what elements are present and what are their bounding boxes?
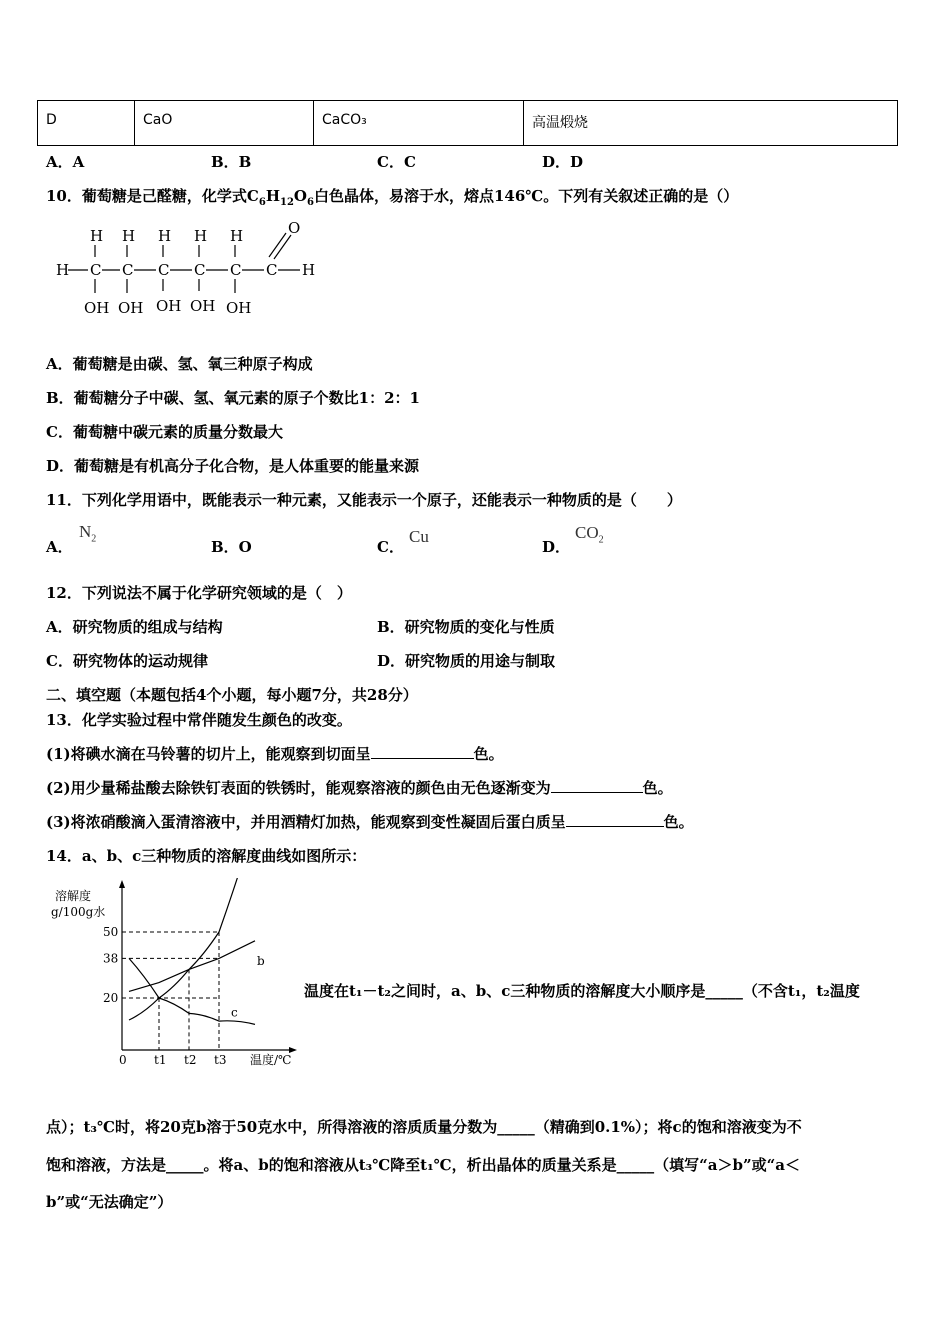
- table-cell-option: D: [38, 101, 135, 146]
- answer-blank[interactable]: [566, 812, 664, 827]
- q9-option-b: B．B: [211, 153, 252, 171]
- struct-h: H: [194, 227, 208, 245]
- q14-stem: 14．a、b、c三种物质的溶解度曲线如图所示：: [46, 847, 367, 865]
- q14-line3: b”或“无法确定”）: [46, 1193, 173, 1211]
- q12-stem: 12．下列说法不属于化学研究领域的是（ ）: [46, 584, 352, 602]
- section-heading: 二、填空题（本题包括4个小题，每小题7分，共28分）: [46, 686, 418, 704]
- q14-line2: 饱和溶液，方法是_____。将a、b的饱和溶液从t₃℃降至t₁℃，析出晶体的质量关系是_____（填写“a＞b”或“a＜: [46, 1156, 800, 1174]
- q10-option-d: D．葡萄糖是有机高分子化合物，是人体重要的能量来源: [46, 457, 420, 475]
- q12-option-b: B．研究物质的变化与性质: [377, 618, 555, 636]
- struct-c: C: [194, 261, 206, 279]
- q13-part1: (1)将碘水滴在马铃薯的切片上，能观察到切面呈 色。: [46, 745, 504, 763]
- origin-label: 0: [119, 1053, 127, 1067]
- y-axis-arrow: [119, 880, 125, 888]
- table-row: [38, 101, 898, 146]
- struct-h: H: [90, 227, 104, 245]
- table-cell-method: 高温煅烧: [524, 101, 898, 146]
- struct-c: C: [158, 261, 170, 279]
- q11-stem: 11．下列化学用语中，既能表示一种元素，又能表示一个原子，还能表示一种物质的是（ ）: [46, 491, 682, 509]
- struct-h: H: [158, 227, 172, 245]
- struct-oh: OH: [190, 297, 216, 315]
- table-cell-impurity: CaCO₃: [314, 101, 524, 146]
- struct-h: H: [56, 261, 70, 279]
- q12-option-a: A．研究物质的组成与结构: [46, 618, 223, 636]
- struct-c: C: [122, 261, 134, 279]
- x-axis-arrow: [289, 1047, 297, 1053]
- struct-h: H: [230, 227, 244, 245]
- q13-part3: (3)将浓硝酸滴入蛋清溶液中，并用酒精灯加热，能观察到变性凝固后蛋白质呈 色。: [46, 813, 694, 831]
- q11-option-a-formula: $N_2$: [79, 522, 97, 545]
- struct-c: C: [266, 261, 278, 279]
- q10-option-b: B．葡萄糖分子中碳、氢、氧元素的原子个数比1：2：1: [46, 389, 420, 407]
- q10-option-a: A．葡萄糖是由碳、氢、氧三种原子构成: [46, 355, 313, 373]
- struct-h: H: [122, 227, 136, 245]
- y-tick-label: 50: [103, 925, 119, 939]
- x-axis-label: 温度/℃: [250, 1053, 292, 1067]
- struct-h: H: [302, 261, 316, 279]
- x-tick-label: t1: [154, 1053, 167, 1067]
- q9-option-c: C．C: [377, 153, 416, 171]
- q10-option-c: C．葡萄糖中碳元素的质量分数最大: [46, 423, 283, 441]
- q13-part2: (2)用少量稀盐酸去除铁钉表面的铁锈时，能观察溶液的颜色由无色逐渐变为 色。: [46, 779, 673, 797]
- struct-oh: OH: [118, 299, 144, 317]
- solubility-chart: [45, 878, 305, 1078]
- q11-option-b: B．O: [211, 538, 252, 556]
- struct-o: O: [288, 219, 301, 237]
- answer-blank[interactable]: [551, 778, 643, 793]
- struct-oh: OH: [156, 297, 182, 315]
- series-label-b: b: [257, 953, 265, 968]
- q13-stem: 13．化学实验过程中常伴随发生颜色的改变。: [46, 711, 352, 729]
- series-label-c: c: [231, 1005, 238, 1020]
- q12-option-c: C．研究物体的运动规律: [46, 652, 208, 670]
- y-axis-label: 溶解度: [55, 889, 92, 903]
- answer-table: [37, 100, 898, 146]
- table-cell-substance: CaO: [135, 101, 314, 146]
- q11-option-d-formula: $CO_2$: [575, 523, 604, 546]
- q9-option-d: D．D: [542, 153, 584, 171]
- x-tick-label: t3: [214, 1053, 227, 1067]
- x-tick-label: t2: [184, 1053, 197, 1067]
- y-axis-unit: g/100g水: [51, 905, 106, 919]
- struct-c: C: [230, 261, 242, 279]
- q14-side-text: 温度在t₁－t₂之间时，a、b、c三种物质的溶解度大小顺序是_____（不含t₁，t₂温度: [304, 982, 860, 1000]
- struct-oh: OH: [226, 299, 252, 317]
- y-tick-label: 20: [103, 991, 119, 1005]
- q11-option-c: C．: [377, 538, 404, 556]
- q12-option-d: D．研究物质的用途与制取: [377, 652, 556, 670]
- glucose-structure: [50, 215, 330, 325]
- series-line-a: [129, 878, 255, 1020]
- q10-stem: 10．葡萄糖是己醛糖，化学式$C_6H_{12}O_6$白色晶体，易溶于水，熔点146℃。下列有关叙述正确的是（）: [46, 187, 739, 208]
- q14-line1: 点）；t₃℃时，将20克b溶于50克水中，所得溶液的溶质质量分数为_____（精确到0.1%）；将c的饱和溶液变为不: [46, 1118, 802, 1136]
- struct-oh: OH: [84, 299, 110, 317]
- y-tick-label: 38: [103, 951, 119, 966]
- q9-option-a: A．A: [46, 153, 85, 171]
- struct-c: C: [90, 261, 102, 279]
- answer-blank[interactable]: [371, 744, 474, 759]
- q11-option-a: A．: [46, 538, 73, 556]
- q11-option-d: D．: [542, 538, 571, 556]
- q11-option-c-formula: Cu: [409, 527, 429, 546]
